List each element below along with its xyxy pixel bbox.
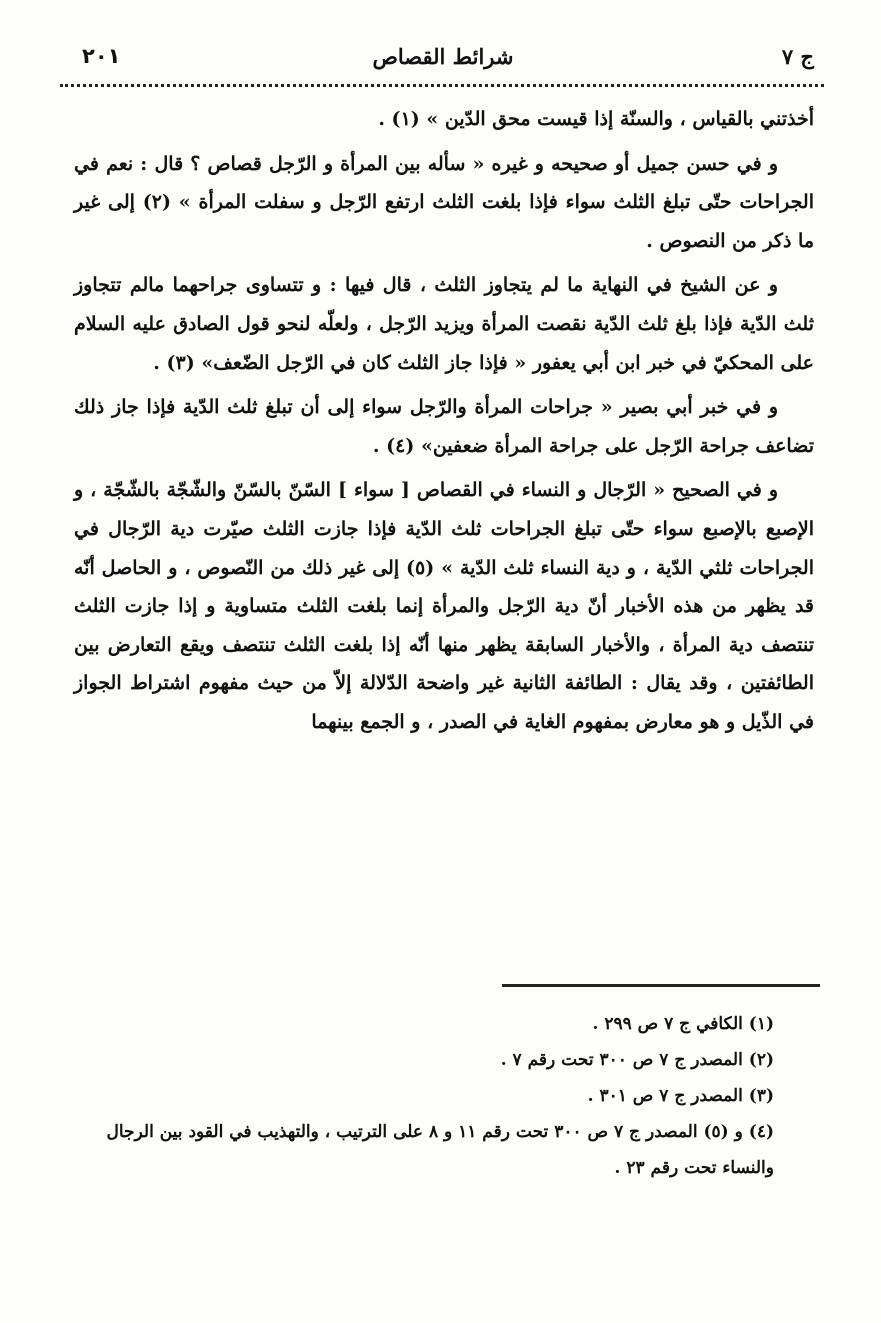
paragraph: و في حسن جميل أو صحيحه و غيره « سأله بين المرأة و الرّجل قصاص ؟ قال : نعم في الجراحات حتّى تبلغ الثلث سواء فإذا بلغت الثلث ارتفع الرّجل و سفلت المرأة » (٢) إلى غير ما ذكر من النصوص . [74,152,814,252]
paragraph: و عن الشيخ في النهاية ما لم يتجاوز الثلث ، قال فيها : و تتساوى جراحهما مالم تتجاوز ثلث الدّية فإذا بلغ ثلث الدّية نقصت المرأة ويزيد الرّجل ، ولعلّه لنحو قول الصادق عليه السلام على المحكيّ في خبر ابن أبي يعفور « فإذا جاز الثلث كان في الرّجل الضّعف» (٣) . [74,274,814,374]
page-title: شرائط القصاص [372,44,514,69]
footnotes [74,1006,774,1186]
paragraph: أخذتني بالقياس ، والسنّة إذا قيست محق الدّين » (١) . [378,108,814,130]
main-text [74,100,814,748]
volume-label: ج ٧ [781,44,814,69]
header-dotted-rule [60,84,824,87]
running-header [62,44,824,80]
footnote: (٢) المصدر ج ٧ ص ٣٠٠ تحت رقم ٧ . [500,1050,774,1070]
footnote: (١) الكافي ج ٧ ص ٢٩٩ . [592,1014,774,1034]
paragraph: و في الصحيح « الرّجال و النساء في القصاص [ سواء ] السّنّ بالسّنّ والشّجّة بالشّجّة ، و الإصبع بالإصبع سواء حتّى تبلغ الجراحات ثلث الدّية فإذا جازت الثلث صيّرت دية الرّجال في الجراحات ثلثي الدّية ، و دية النساء ثلث الدّية » (٥) إلى غير ذلك من النّصوص ، و الحاصل أنّه قد يظهر من هذه الأخبار أنّ دية الرّجل والمرأة إنما بلغت الثلث متساوية و إذا جازت الثلث تنتصف دية المرأة ، والأخبار السابقة يظهر منها أنّه إذا بلغت الثلث تنتصف ويقع التعارض بين الطائفتين ، وقد يقال : الطائفة الثانية غير واضحة الدّلالة إلاّ من حيث مفهوم اشتراط الجواز في الذّيل و هو معارض بمفهوم الغاية في الصدر ، و الجمع بينهما [74,479,814,733]
footnote: (٣) المصدر ج ٧ ص ٣٠١ . [587,1086,774,1106]
footnote: (٤) و (٥) المصدر ج ٧ ص ٣٠٠ تحت رقم ١١ و ٨ على الترتيب ، والتهذيب في القود بين الرجال والنساء تحت رقم ٢٣ . [106,1122,774,1178]
footnote-separator [502,984,820,987]
page-number: ٢٠١ [82,44,121,68]
paragraph: و في خبر أبي بصير « جراحات المرأة والرّجل سواء إلى أن تبلغ ثلث الدّية فإذا جاز ذلك تضاعف جراحة الرّجل على جراحة المرأة ضعفين» (٤) . [74,396,814,457]
